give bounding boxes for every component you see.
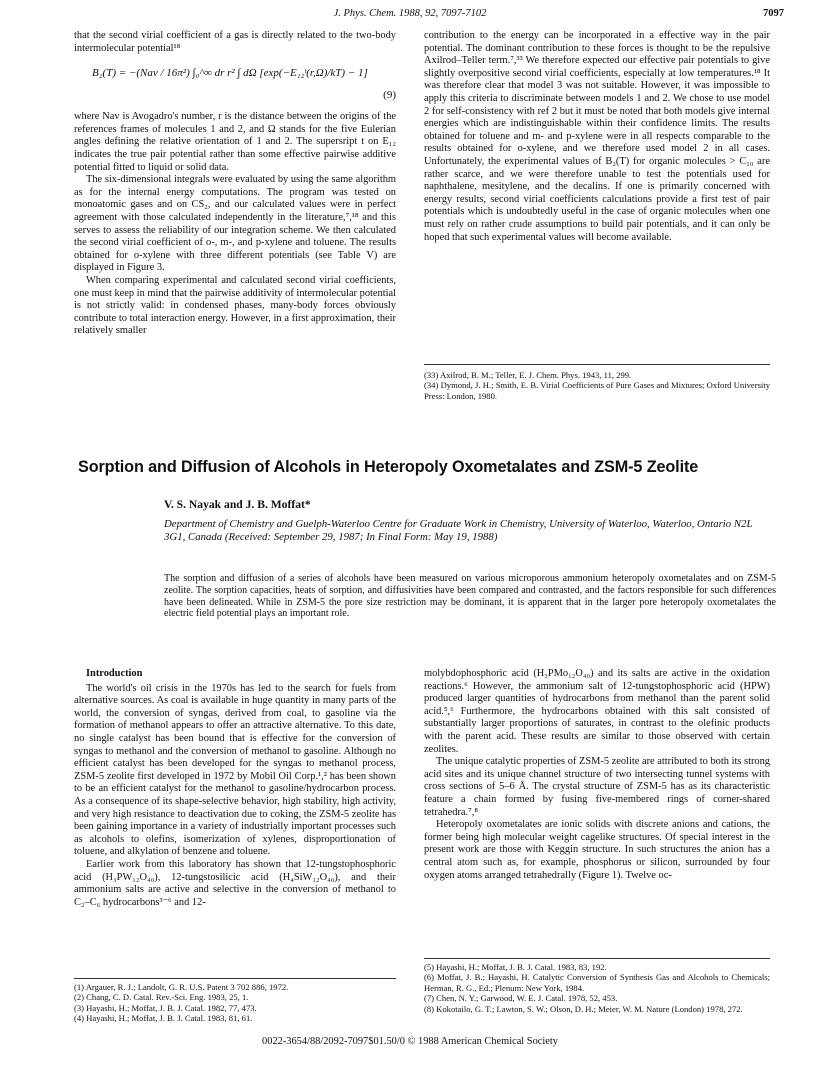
prev-paragraph: where Nav is Avogadro's number, r is the distance between the origins of the references frames of molecules 1 and 2, and Ω stands for the five Eulerian angles defining the relative orientation of 1 and 2. The supersript t on E₁₂ indicates the true pair potential rather than some effective pairwise additive potential fitted to liquid or solid data. [74,111,396,173]
prev-article-left-column [74,30,396,338]
intro-right-column [424,668,770,882]
reference-item: (2) Chang, C. D. Catal. Rev.-Sci. Eng. 1983, 25, 1. [74,992,249,1003]
reference-item: (6) Moffat, J. B.; Hayashi, H. Catalytic Conversion of Synthesis Gas and Alcohols to Chemicals; Herman, R. G., Ed.; Plenum: New York, 1984. [424,972,770,993]
article-affiliation: Department of Chemistry and Guelph-Waterloo Centre for Graduate Work in Chemistry, University of Waterloo, Waterloo, Ontario N2L 3G1, Canada (Received: September 29, 1987; In Final Form: May 19, 1988) [164,518,753,543]
reference-item: (3) Hayashi, H.; Moffat, J. B. J. Catal. 1982, 77, 473. [74,1002,257,1013]
body-paragraph: molybdophosphoric acid (H₃PMo₁₂O₄₀) and its salts are active in the oxidation reactions.⁶ However, the ammonium salt of 12-tungstophosphoric acid (HPW) produced larger quantities of hydrocarbons from methanol than the parent solid acid.⁵,⁶ Furthermore, the hydrocarbons obtained with this salt consisted of substantially larger proportions of saturates, in contrast to the olefinic products with the parent acid. These results are similar to those observed with certain zeolites. [424,668,770,755]
reference-item: (7) Chen, N. Y.; Garwood, W. E. J. Catal. 1978, 52, 453. [424,993,618,1004]
equation-9 [74,59,396,105]
reference-item: (8) Kokotailo, G. T.; Lawton, S. W.; Olson, D. H.; Meier, W. M. Nature (London) 1978, 272. [424,1003,743,1014]
intro-left-column [74,668,396,909]
prev-paragraph: contribution to the energy can be incorporated in a effective way in the pair potential. The dominant contribution to these forces is thought to be the repulsive Axilrod–Teller term.⁷,³³ We therefore expected our effective pair potentials to give slightly overpositive second virial coefficients, especially at low temperatures.¹⁸ It was therefore clear that model 3 was not suitable. However, it was impossible to apply this criteria to discriminate between models 1 and 2. We chose to use model 2 for self-consistency with ref 2 but it must be noted that both models give internal energies which are indistinguishable within their confidence limits. The results obtained for toluene and m- and p-xylene were in all respects comparable to the results obtained for o-xylene, and we therefore used model 2 in all cases. Unfortunately, the experimental values of B₂(T) for organic molecules > C₁₀ are rather scarce, and we were therefore unable to test the potentials used for naphthalene, mesitylene, and the decalins. If one is primarily concerned with energy results, second virial coefficients calculations provide a first test of pair potentials which is undoubtedly useful in the case of organic molecules when one must rely on rather crude assumptions to build pair potentials, and it can only be hoped that such experimental values will become available. [424,30,770,243]
running-header [0,8,820,24]
body-paragraph: Earlier work from this laboratory has shown that 12-tungstophosphoric acid (H₃PW₁₂O₄₀), 12-tungstosilicic acid (H₄SiW₁₂O₄₀), and their ammonium salts are active and selective in the conversion of methanol to C₂–C₆ hydrocarbons³⁻⁶ and 12- [74,858,396,908]
prev-paragraph: that the second virial coefficient of a gas is directly related to the two-body intermolecular potential¹⁸ [74,30,396,54]
journal-citation: J. Phys. Chem. 1988, 92, 7097-7102 [333,8,487,19]
footnote-rule [74,978,396,979]
equation-body: B₂(T) = −(Nav / 16π²) ∫₀^∞ dr r² ∫ dΩ [exp(−E₁₂ᵗ(r,Ω)/kT) − 1] [92,67,368,80]
reference-item: (33) Axilrod, B. M.; Teller, E. J. Chem. Phys. 1943, 11, 299. [424,370,632,380]
reference-item: (34) Dymond, J. H.; Smith, E. B. Virial Coefficients of Pure Gases and Mixtures; Oxford University Press: London, 1980. [424,380,770,401]
references-right [424,962,770,1014]
reference-item: (4) Hayashi, H.; Moffat, J. B. J. Catal. 1983, 81, 61. [74,1013,253,1024]
footnote-rule [424,958,770,959]
reference-item: (1) Argauer, R. J.; Landolt, G. R. U.S. Patent 3 702 886, 1972. [74,982,289,992]
body-paragraph: The world's oil crisis in the 1970s has led to the search for fuels from alternative sources. As coal is available in huge quantity in many parts of the world, the conversion of syngas, derived from coal, to gasoline via the formation of methanol appears to offer an attractive alternative. To this date, no single catalyst has been bound that is effective for the conversion of syngas to methanol and the conversion of methanol to gasoline. Although no efficient catalyst has been developed for the syngas to methanol process, ZSM-5 zeolite first developed in 1972 by Mobil Oil Corp.¹,² has been shown to be an efficient catalyst for the methanol to gasoline/hydrocarbon process. As a consequence of its shape-selective behavior, high stability, high activity, and very high resistance to deactivation due to coking, the ZSM-5 zeolite has been gaining importance in a variety of industrially important processes such as alcohols to olefins, isomerization of xylenes, disproportionation of toluene, and alkylation of benzene and toluene. [74,682,396,858]
page-number: 7097 [763,8,784,19]
body-paragraph: Heteropoly oxometalates are ionic solids with discrete anions and cations, the former being high molecular weight cagelike structures. Of special interest in the present work are those with Keggin structure. In such structures the anion has a central atom such as, for example, phosphorus or silicon, surrounded by four oxygen atoms arranged tetrahedrally (Figure 1). Twelve oc- [424,819,770,881]
article-authors: V. S. Nayak and J. B. Moffat* [164,498,311,511]
prev-references [424,370,770,401]
references-left [74,982,396,1024]
prev-paragraph: When comparing experimental and calculated second virial coefficients, one must keep in mind that the pairwise additivity of intermolecular potential is not strictly valid: in condensed phases, many-body forces obviously contribute to total interaction energy. However, in a first approximation, their relatively smaller [74,274,396,337]
section-heading-introduction: Introduction [86,668,143,679]
body-paragraph: The unique catalytic properties of ZSM-5 zeolite are attributed to both its strong acid sites and its unique channel structure of two intersecting tunnel systems with cross sections of 5–6 Å. The crystal structure of ZSM-5 has as its characteristic feature a chain formed by fusing five-membered rings of corner-shared tetrahedra.⁷,⁸ [424,756,770,818]
prev-paragraph: The six-dimensional integrals were evaluated by using the same algorithm as for the internal energy computations. The program was tested on monoatomic gases and on CS₂, and our calculated values were in perfect agreement with those calculated independently in the literature,⁷,¹⁸ and this serves to assess the reliability of our integration scheme. We then calculated the second virial coefficient of o-, m-, and p-xylene and toluene. The results obtained for o-xylene with three different potentials (see Table V) are displayed in Figure 3. [74,174,396,274]
article-title: Sorption and Diffusion of Alcohols in Heteropoly Oxometalates and ZSM-5 Zeolite [78,458,699,476]
prev-article-right-column [424,30,770,244]
footnote-rule [424,364,770,365]
reference-item: (5) Hayashi, H.; Moffat, J. B. J. Catal. 1983, 83, 192. [424,962,607,972]
equation-number: (9) [383,89,396,102]
article-abstract: The sorption and diffusion of a series of alcohols have been measured on various microporous ammonium heteropoly oxometalates and on ZSM-5 zeolite. The sorption capacities, heats of sorption, and diffusivities have been compared and contrasted, and the factors responsible for such differences have been delineated. While in ZSM-5 the pore size restriction may be dominant, it is apparent that in the larger pore heteropoly oxometalates the electric field potential plays an important role. [164,573,776,620]
page-footer: 0022-3654/88/2092-7097$01.50/0 © 1988 American Chemical Society [262,1036,558,1047]
